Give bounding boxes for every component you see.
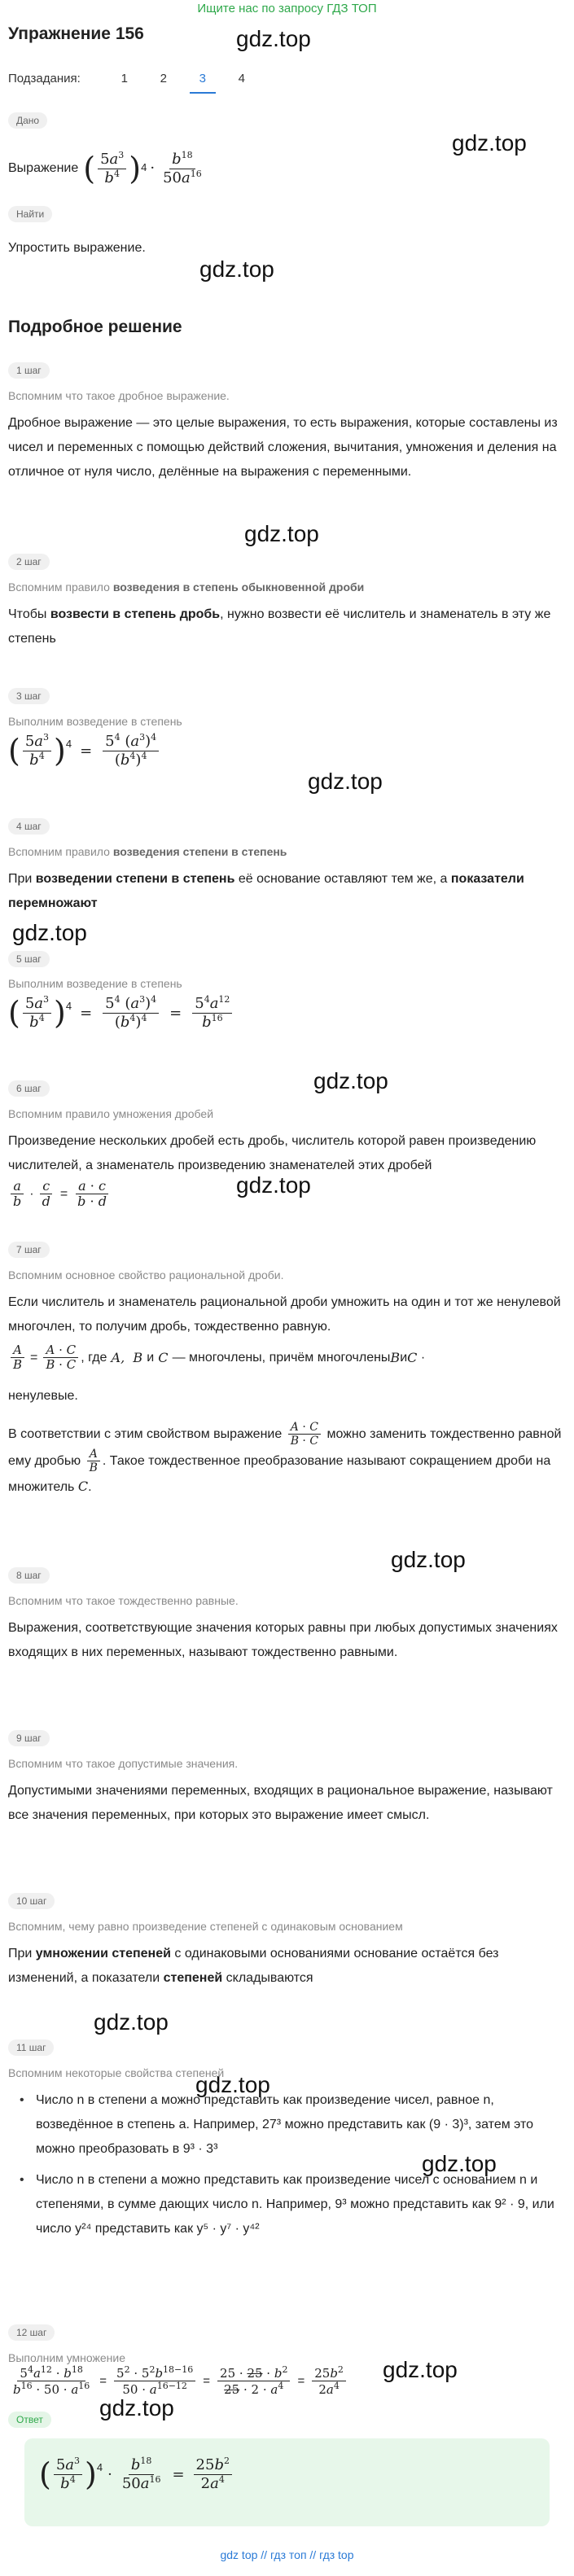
step-hint: Вспомним, чему равно произведение степеней с одинаковым основанием	[8, 1920, 403, 1933]
properties-list	[15, 2088, 560, 2241]
watermark: gdz.top	[383, 2357, 458, 2382]
step-pill: 11 шаг	[8, 2039, 54, 2056]
tab-2[interactable]: 2	[160, 71, 167, 85]
watermark: gdz.top	[308, 769, 383, 794]
step-pill: 10 шаг	[8, 1893, 55, 1909]
watermark: gdz.top	[422, 2151, 497, 2176]
search-hint-link[interactable]: Ищите нас по запросу ГДЗ ТОП	[197, 2, 377, 15]
step-hint: Вспомним некоторые свойства степеней	[8, 2066, 225, 2079]
watermark: gdz.top	[452, 130, 527, 156]
watermark: gdz.top	[236, 26, 311, 51]
step-text: ненулевые.	[8, 1389, 78, 1403]
given-text: Выражение	[8, 161, 79, 176]
step-text: При возведении степени в степень её основание оставляют тем же, а показатели перемножают	[8, 872, 524, 910]
step-pill: 7 шаг	[8, 1242, 50, 1258]
step-hint: Вспомним что такое дробное выражение.	[8, 389, 230, 402]
watermark: gdz.top	[195, 2072, 270, 2097]
step-hint: Выполним возведение в степень	[8, 715, 182, 728]
step-text: Произведение нескольких дробей есть дробь, числитель которой равен произведению числителей, а знаменатель произведению знаменателей этих дробей	[8, 1134, 537, 1172]
answer-box	[24, 2438, 550, 2526]
given-pill: Дано	[8, 112, 47, 129]
step-hint: Вспомним правило возведения в степень обыкновенной дроби	[8, 580, 365, 594]
step12-formula: $\frac{5^4a^{12} \cdot b^{18}}{b^{16} \cdot 50 \cdot a^{16}}$ = $\frac{5^2 \cdot 5^2b^{18-16}}{50 \cdot a^{16-12}}$ = $\frac{25 \cdot 25 \cdot b^2}{25 \cdot 2 \cdot a^4}$ = $\frac{25b^2}{2a^4}$	[8, 2365, 348, 2398]
watermark: gdz.top	[236, 1172, 311, 1198]
subtask-tabs	[8, 65, 261, 91]
step-pill: 12 шаг	[8, 2324, 55, 2341]
step-hint: Выполним возведение в степень	[8, 977, 182, 990]
tab-3[interactable]: 3	[183, 67, 222, 90]
answer-formula: ( $\frac{5a^3}{b^4}$ ) $^4$ · $\frac{b^{18}}{50a^{16}}$ = $\frac{25b^2}{2a^4}$	[39, 2456, 234, 2492]
solution-title: Подробное решение	[8, 318, 182, 336]
step-pill: 2 шаг	[8, 554, 50, 570]
step3-formula: ( $\frac{5a^3}{b^4}$ ) $^4$ = $\frac{5^4 (a^3)^4}{(b^4)^4}$	[8, 733, 161, 769]
footer-links[interactable]: gdz top // гдз топ // гдз top	[220, 2548, 354, 2561]
step-hint: Вспомним что такое допустимые значения.	[8, 1757, 239, 1770]
find-pill: Найти	[8, 206, 52, 222]
watermark: gdz.top	[391, 1547, 466, 1572]
step-text: Дробное выражение — это целые выражения, то есть выражения, которые составлены из чисел и переменных с помощью действий сложения, вычитания, умножения и деления на отличное от нуля число, делённые на выражения с переменными.	[8, 416, 558, 479]
step6-formula: $\frac{a}{b}$ · $\frac{c}{d}$ = $\frac{a \cdot c}{b \cdot d}$	[8, 1179, 112, 1210]
step-hint: Вспомним основное свойство рациональной дроби.	[8, 1268, 284, 1281]
step-pill: 9 шаг	[8, 1730, 50, 1746]
step-text: В соответствии с этим свойством выражение $\frac{A \cdot C}{B \cdot C}$ можно заменить тождественно равной ему дробью $\frac{A}{B}$ . Такое тождественное преобразование называют сокращением дроби на множитель C.	[8, 1421, 562, 1495]
fraction: $\frac{5a^3}{b^4}$	[98, 151, 126, 186]
list-item: • Число n в степени a можно представить как произведение чисел с основанием n и степенями, в сумме дающих число n. Например, 9³ можно представить как 9² · 9, или число y²⁴ представить как y⁵ · y⁷ · y⁴²	[15, 2168, 560, 2241]
answer-pill: Ответ	[8, 2412, 51, 2428]
step-pill: 5 шаг	[8, 951, 50, 967]
fraction: $\frac{b^{18}}{50a^{16}}$	[163, 150, 202, 186]
watermark: gdz.top	[94, 2009, 169, 2035]
step-pill: 8 шаг	[8, 1567, 50, 1584]
step5-formula: ( $\frac{5a^3}{b^4}$ ) $^4$ = $\frac{5^4 (a^3)^4}{(b^4)^4}$ = $\frac{5^4a^{12}}{b^{16}}$	[8, 995, 234, 1031]
tab-1[interactable]: 1	[120, 71, 128, 85]
given-expression: Выражение ( $\frac{5a^3}{b^4}$ ) 4 · $\frac{b^{18}}{50a^{16}}$	[8, 151, 207, 186]
step-text: Выражения, соответствующие значения которых равны при любых допустимых значениях входящих в них переменных, называют тождественно равными.	[8, 1621, 558, 1659]
find-text: Упростить выражение.	[8, 241, 146, 255]
watermark: gdz.top	[199, 256, 274, 282]
step-pill: 6 шаг	[8, 1080, 50, 1097]
page-title: Упражнение 156	[8, 24, 144, 43]
step-text: Чтобы возвести в степень дробь, нужно возвести её числитель и знаменатель в эту же степень	[8, 607, 551, 646]
step-hint: Вспомним что такое тождественно равные.	[8, 1594, 239, 1607]
step-text: Если числитель и знаменатель рациональной дроби умножить на один и тот же ненулевой многочлен, то получим дробь, тождественно равную.	[8, 1295, 561, 1334]
step-text: $\frac{A}{B}$ = $\frac{A \cdot C}{B \cdot C}$ , где A, B и C — многочлены, причём многочлены B и C ·	[8, 1343, 562, 1373]
list-item: • Число n в степени a можно представить как произведение чисел, равное n, возведённое в степень a. Например, 27³ можно представить как (9 · 3)³, затем это можно преобразовать в 9³ · 3³	[15, 2088, 560, 2162]
step-hint: Выполним умножение	[8, 2351, 126, 2364]
tab-4[interactable]: 4	[238, 71, 245, 85]
step-text: При умножении степеней с одинаковыми основаниями основание остаётся без изменений, а показатели степеней складываются	[8, 1947, 499, 1985]
watermark: gdz.top	[244, 521, 319, 546]
step-pill: 3 шаг	[8, 688, 50, 704]
step-pill: 1 шаг	[8, 362, 50, 379]
watermark: gdz.top	[99, 2395, 174, 2420]
step-pill: 4 шаг	[8, 818, 50, 835]
step-text: Допустимыми значениями переменных, входящих в рациональное выражение, называют все значения переменных, при которых это выражение имеет смысл.	[8, 1784, 553, 1822]
subtasks-label: Подзадания:	[8, 71, 81, 85]
step-hint: Вспомним правило умножения дробей	[8, 1107, 214, 1120]
watermark: gdz.top	[313, 1068, 388, 1093]
watermark: gdz.top	[12, 920, 87, 945]
step-hint: Вспомним правило возведения степени в степень	[8, 845, 287, 858]
